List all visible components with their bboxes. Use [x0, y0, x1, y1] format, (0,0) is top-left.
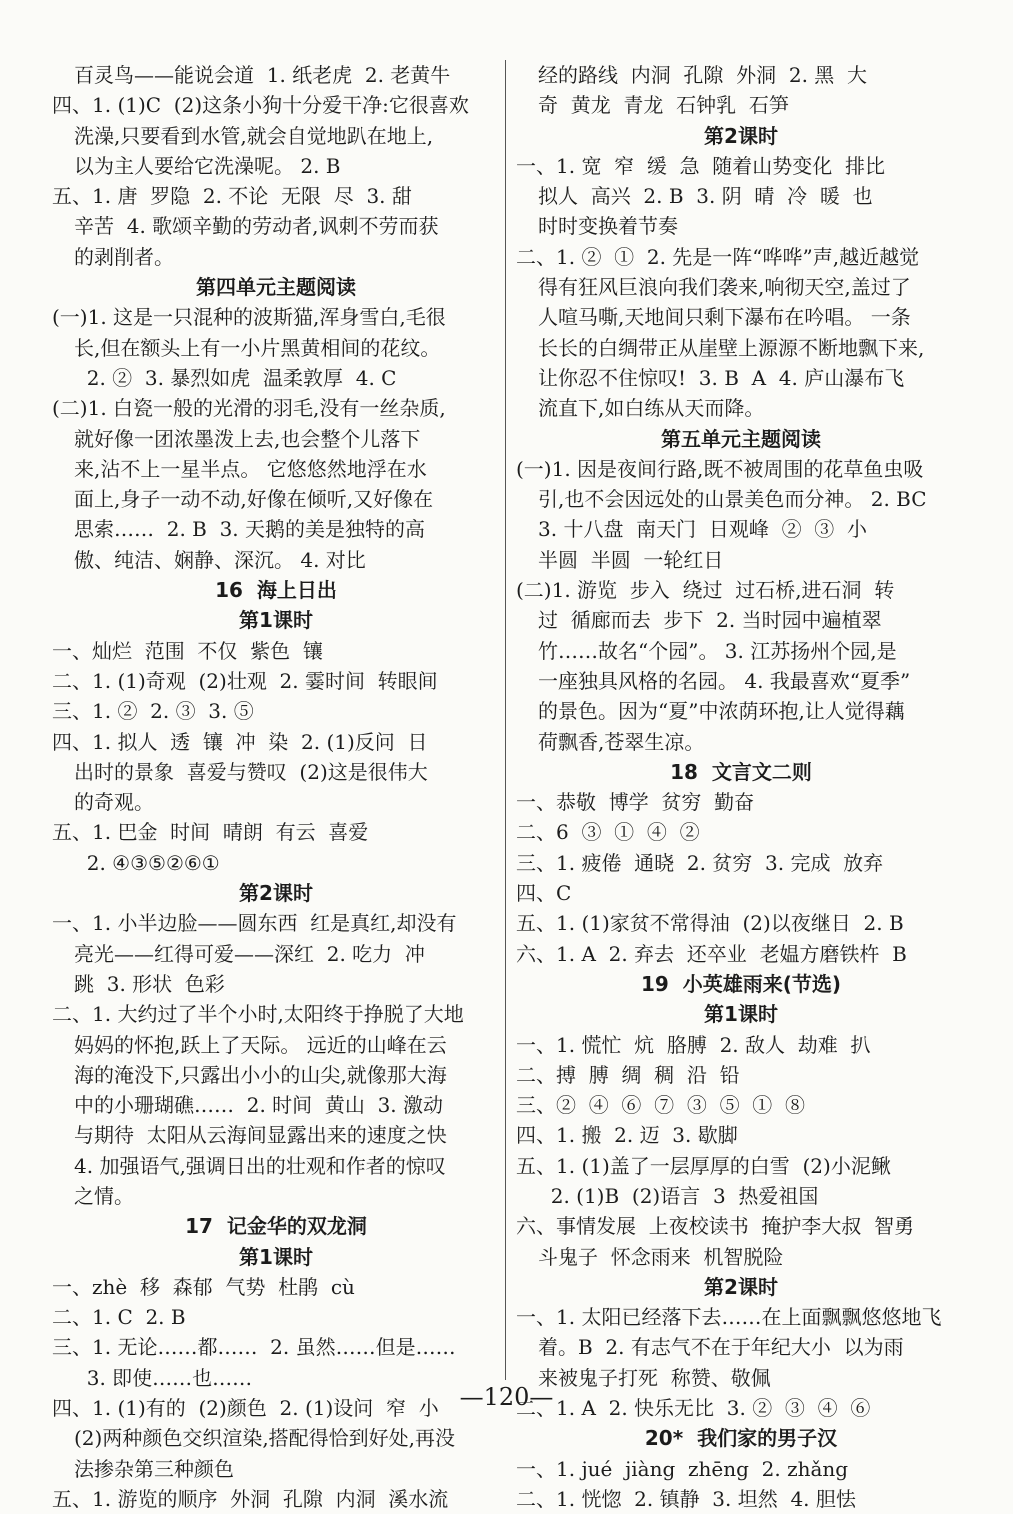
answer-line: 三、1. ② 2. ③ 3. ⑤ — [52, 699, 254, 724]
section-heading: 第2课时 — [704, 1274, 778, 1299]
section-heading: 19 小英雄雨来(节选) — [640, 971, 842, 996]
page-number: —120— — [459, 1383, 554, 1411]
answer-line: 之情。 — [74, 1183, 134, 1208]
answer-line: (一)1. 因是夜间行路,既不被周围的花草鱼虫吸 — [516, 456, 924, 481]
answer-line: 的剥削者。 — [74, 244, 174, 269]
answer-line: 一、1. 小半边脸——圆东西 红是真红,却没有 — [52, 911, 457, 936]
answer-line: 二、1. 大约过了半个小时,太阳终于挣脱了大地 — [52, 1002, 464, 1027]
answer-line: 3. 即使……也…… — [74, 1365, 253, 1390]
answer-line: 海的淹没下,只露出小小的山尖,就像那大海 — [74, 1062, 447, 1087]
section-heading: 第五单元主题阅读 — [661, 426, 821, 451]
answer-line: 面上,身子一动不动,好像在倾听,又好像在 — [74, 487, 434, 512]
right-answer-column — [516, 60, 966, 1514]
answer-line: 一、灿烂 范围 不仅 紫色 镶 — [52, 638, 323, 663]
answer-line: 一、1. 宽 窄 缓 急 随着山势变化 排比 — [516, 153, 886, 178]
answer-line: 洗澡,只要看到水管,就会自觉地趴在地上, — [74, 123, 434, 148]
section-heading: 17 记金华的双龙洞 — [185, 1214, 367, 1239]
answer-line: 五、1. 巴金 时间 晴朗 有云 喜爱 — [52, 820, 369, 845]
answer-line: 引,也不会因远处的山景美色而分神。 2. BC — [538, 487, 927, 512]
answer-line: 流直下,如白练从天而降。 — [538, 396, 765, 421]
left-answer-column — [52, 60, 500, 1514]
answer-line: 三、② ④ ⑥ ⑦ ③ ⑤ ① ⑧ — [516, 1093, 806, 1118]
answer-line: 过 循廊而去 步下 2. 当时园中遍植翠 — [538, 608, 882, 633]
answer-line: 一、1. 太阳已经落下去……在上面飘飘悠悠地飞 — [516, 1305, 942, 1330]
answer-line: 二、1. C 2. B — [52, 1305, 186, 1330]
answer-line: 得有狂风巨浪向我们袭来,响彻天空,盖过了 — [538, 275, 911, 300]
answer-line: 四、1. 搬 2. 迈 3. 歇脚 — [516, 1123, 738, 1148]
answer-line: 荷飘香,苍翠生凉。 — [538, 729, 705, 754]
answer-line: 来,沾不上一星半点。 它悠悠然地浮在水 — [74, 456, 427, 481]
answer-line: 出时的景象 喜爱与赞叹 (2)这是很伟大 — [74, 759, 428, 784]
answer-line: 拟人 高兴 2. B 3. 阴 晴 冷 暖 也 — [538, 184, 873, 209]
section-heading: 16 海上日出 — [215, 578, 337, 603]
answer-line: 中的小珊瑚礁…… 2. 时间 黄山 3. 激动 — [74, 1093, 444, 1118]
answer-line: 四、C — [516, 881, 572, 906]
answer-line: 2. (1)B (2)语言 3 热爱祖国 — [538, 1183, 819, 1208]
answer-line: 一座独具风格的名园。 4. 我最喜欢“夏季” — [538, 668, 911, 693]
answer-line: 五、1. (1)家贫不常得油 (2)以夜继日 2. B — [516, 911, 904, 936]
answer-line: 以为主人要给它洗澡呢。 2. B — [74, 153, 341, 178]
answer-line: (二)1. 游览 步入 绕过 过石桥,进石洞 转 — [516, 578, 895, 603]
section-heading: 第1课时 — [239, 608, 313, 633]
answer-line: 二、1. A 2. 快乐无比 3. ② ③ ④ ⑥ — [516, 1396, 871, 1421]
answer-line: 五、1. (1)盖了一层厚厚的白雪 (2)小泥鳅 — [516, 1153, 891, 1178]
answer-line: 六、1. A 2. 弃去 还卒业 老媪方磨铁杵 B — [516, 941, 907, 966]
answer-line: 思索…… 2. B 3. 天鹅的美是独特的高 — [74, 517, 426, 542]
answer-line: 三、1. 疲倦 通晓 2. 贫穷 3. 完成 放弃 — [516, 850, 884, 875]
answer-line: (二)1. 白瓷一般的光滑的羽毛,没有一丝杂质, — [52, 396, 446, 421]
answer-line: 二、1. 恍惚 2. 镇静 3. 坦然 4. 胆怯 — [516, 1486, 856, 1511]
answer-line: 与期待 太阳从云海间显露出来的速度之快 — [74, 1123, 447, 1148]
answer-line: 斗鬼子 怀念雨来 机智脱险 — [538, 1244, 784, 1269]
answer-line: 着。B 2. 有志气不在于年纪大小 以为雨 — [538, 1335, 904, 1360]
answer-line: 长长的白绸带正从崖壁上源源不断地飘下来, — [538, 335, 925, 360]
answer-line: 法掺杂第三种颜色 — [74, 1456, 234, 1481]
answer-line: 长,但在额头上有一小片黑黄相间的花纹。 — [74, 335, 441, 360]
answer-line: 五、1. 唐 罗隐 2. 不论 无限 尽 3. 甜 — [52, 184, 412, 209]
answer-line: 四、1. 拟人 透 镶 冲 染 2. (1)反问 日 — [52, 729, 428, 754]
answer-line: 时时变换着节奏 — [538, 214, 678, 239]
answer-line: 一、恭敬 博学 贫穷 勤奋 — [516, 790, 755, 815]
answer-line: (2)两种颜色交织渲染,搭配得恰到好处,再没 — [74, 1426, 456, 1451]
column-divider — [505, 60, 506, 1380]
answer-line: 的景色。因为“夏”中浓荫环抱,让人觉得藕 — [538, 699, 905, 724]
answer-line: 二、6 ③ ① ④ ② — [516, 820, 700, 845]
answer-line: 三、1. 无论……都…… 2. 虽然……但是…… — [52, 1335, 456, 1360]
answer-line: 人喧马嘶,天地间只剩下瀑布在吟唱。 一条 — [538, 305, 911, 330]
answer-line: 奇 黄龙 青龙 石钟乳 石笋 — [538, 93, 789, 118]
answer-line: 经的路线 内洞 孔隙 外洞 2. 黑 大 — [538, 63, 868, 87]
answer-line: 4. 加强语气,强调日出的壮观和作者的惊叹 — [74, 1153, 446, 1178]
answer-line: 竹……故名“个园”。 3. 江苏扬州个园,是 — [538, 638, 897, 663]
answer-line: 让你忍不住惊叹! 3. B A 4. 庐山瀑布飞 — [538, 365, 905, 390]
answer-line: 六、事情发展 上夜校读书 掩护李大叔 智勇 — [516, 1214, 915, 1239]
answer-line: 二、搏 膊 绸 稠 沿 铅 — [516, 1062, 740, 1087]
section-heading: 第2课时 — [704, 123, 778, 148]
section-heading: 第1课时 — [239, 1244, 313, 1269]
answer-line: 就好像一团浓墨泼上去,也会整个儿落下 — [74, 426, 421, 451]
answer-line: 二、1. (1)奇观 (2)壮观 2. 霎时间 转眼间 — [52, 668, 438, 693]
answer-line: 一、1. 慌忙 炕 胳膊 2. 敌人 劫难 扒 — [516, 1032, 871, 1057]
answer-line: 傲、纯洁、娴静、深沉。 4. 对比 — [74, 547, 366, 572]
answer-line: 来被鬼子打死 称赞、敬佩 — [538, 1365, 771, 1390]
answer-line: 一、zhè 移 森郁 气势 杜鹃 cù — [52, 1274, 355, 1299]
answer-line: 的奇观。 — [74, 790, 154, 815]
section-heading: 第2课时 — [239, 881, 313, 906]
answer-line: 四、1. (1)C (2)这条小狗十分爱干净:它很喜欢 — [52, 93, 469, 118]
answer-line: 百灵鸟——能说会道 1. 纸老虎 2. 老黄牛 — [74, 63, 451, 87]
answer-line: 四、1. (1)有的 (2)颜色 2. (1)设问 窄 小 — [52, 1396, 439, 1421]
answer-line: 2. ② 3. 暴烈如虎 温柔敦厚 4. C — [74, 365, 397, 390]
answer-line: 辛苦 4. 歌颂辛勤的劳动者,讽刺不劳而获 — [74, 214, 439, 239]
answer-line: 五、1. 游览的顺序 外洞 孔隙 内洞 溪水流 — [52, 1486, 449, 1511]
answer-line: 二、1. ② ① 2. 先是一阵“哗哗”声,越近越觉 — [516, 244, 920, 269]
section-heading: 20* 我们家的男子汉 — [644, 1426, 838, 1451]
section-heading: 18 文言文二则 — [670, 759, 812, 784]
answer-line: 妈妈的怀抱,跃上了天际。 远近的山峰在云 — [74, 1032, 447, 1057]
answer-line: 亮光——红得可爱——深红 2. 吃力 冲 — [74, 941, 425, 966]
answer-line: 3. 十八盘 南天门 日观峰 ② ③ 小 — [538, 517, 868, 542]
answer-line: (一)1. 这是一只混种的波斯猫,浑身雪白,毛很 — [52, 305, 446, 330]
answer-line: 一、1. jué jiàng zhēng 2. zhǎng — [516, 1456, 849, 1481]
answer-line: 跳 3. 形状 色彩 — [74, 971, 225, 996]
answer-line: 半圆 半圆 一轮红日 — [538, 547, 724, 572]
section-heading: 第四单元主题阅读 — [196, 275, 356, 300]
answer-line: 2. ④③⑤②⑥① — [74, 850, 220, 875]
section-heading: 第1课时 — [704, 1002, 778, 1027]
